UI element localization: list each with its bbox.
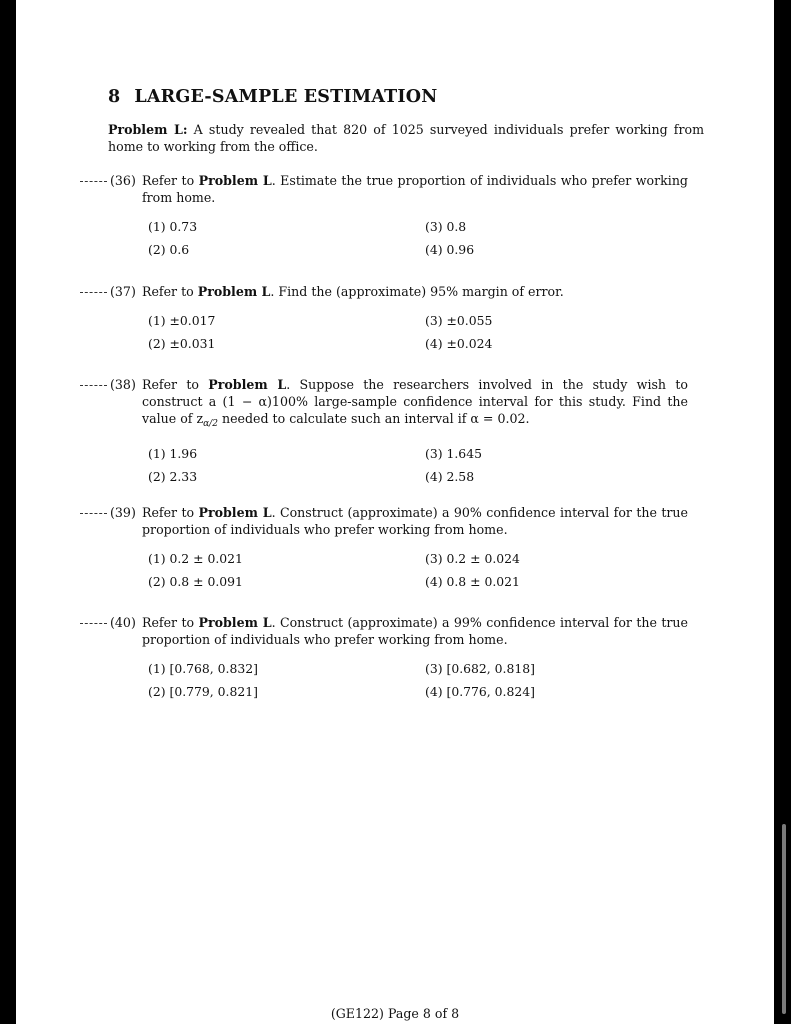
answer-blank[interactable] (80, 181, 107, 182)
option-1[interactable]: (1) 1.96 (148, 446, 198, 461)
option-4[interactable]: (4) 2.58 (425, 469, 475, 484)
stem-text: . Find the (approximate) 95% margin of error. (270, 284, 564, 299)
problem-reference: Problem L (198, 505, 272, 520)
question-number: (36) (110, 173, 136, 188)
question-number: (39) (110, 505, 136, 520)
page-footer: (GE122) Page 8 of 8 (330, 1006, 460, 1021)
option-1[interactable]: (1) 0.73 (148, 219, 198, 234)
question-37 (80, 283, 688, 352)
stem-text: Refer to (142, 505, 199, 520)
answer-blank[interactable] (80, 292, 107, 293)
question-number: (40) (110, 615, 136, 630)
options (80, 550, 688, 590)
stem-text: Refer to (142, 377, 209, 392)
problem-label: Problem L: (108, 122, 188, 137)
stem-text: Refer to (142, 173, 199, 188)
option-4[interactable]: (4) 0.8 ± 0.021 (425, 574, 520, 589)
scrollbar-thumb[interactable] (782, 824, 786, 1014)
answer-blank[interactable] (80, 385, 107, 386)
question-38 (80, 376, 688, 485)
option-2[interactable]: (2) 2.33 (148, 469, 198, 484)
stem-text: needed to calculate such an interval if α = 0.02. (217, 411, 530, 426)
options (80, 445, 688, 485)
question-stem (142, 614, 688, 648)
option-4[interactable]: (4) ±0.024 (425, 336, 493, 351)
option-1[interactable]: (1) [0.768, 0.832] (148, 661, 258, 676)
option-2[interactable]: (2) ±0.031 (148, 336, 216, 351)
problem-reference: Problem L (198, 615, 272, 630)
option-3[interactable]: (3) ±0.055 (425, 313, 493, 328)
problem-reference: Problem L (197, 284, 271, 299)
option-1[interactable]: (1) 0.2 ± 0.021 (148, 551, 243, 566)
option-3[interactable]: (3) [0.682, 0.818] (425, 661, 535, 676)
stem-text: Refer to (142, 284, 198, 299)
options (80, 660, 688, 700)
option-1[interactable]: (1) ±0.017 (148, 313, 216, 328)
z-subscript: α/2 (203, 419, 218, 429)
question-stem (142, 376, 688, 433)
question-39 (80, 504, 688, 590)
problem-text: A study revealed that 820 of 1025 surveyed individuals prefer working from home to working from the office. (108, 122, 705, 154)
question-number: (37) (110, 284, 136, 299)
question-number: (38) (110, 377, 136, 392)
section-heading (108, 87, 437, 107)
stem-text: . Construct (approximate) a 99% confidence interval for the true proportion of individuals who prefer working from home. (142, 615, 688, 647)
stem-text: Refer to (142, 615, 199, 630)
option-2[interactable]: (2) 0.6 (148, 242, 190, 257)
question-40 (80, 614, 688, 700)
question-stem (142, 283, 688, 300)
option-2[interactable]: (2) [0.779, 0.821] (148, 684, 258, 699)
option-3[interactable]: (3) 1.645 (425, 446, 482, 461)
option-4[interactable]: (4) 0.96 (425, 242, 475, 257)
option-3[interactable]: (3) 0.2 ± 0.024 (425, 551, 520, 566)
section-number: 8 (108, 87, 121, 107)
stem-text: . Construct (approximate) a 90% confidence interval for the true proportion of individuals who prefer working from home. (142, 505, 688, 537)
option-4[interactable]: (4) [0.776, 0.824] (425, 684, 535, 699)
problem-reference: Problem L (198, 173, 272, 188)
question-stem (142, 504, 688, 538)
document-page (16, 0, 774, 1024)
problem-reference: Problem L (208, 377, 287, 392)
problem-statement (108, 121, 704, 155)
options (80, 312, 688, 352)
section-title: LARGE-SAMPLE ESTIMATION (134, 87, 438, 107)
answer-blank[interactable] (80, 623, 107, 624)
stem-text: . Suppose the researchers involved in the study wish to construct a (1 − α)100% large-sample confidence interval for this study. Find the value of z (142, 377, 688, 426)
stem-text: . Estimate the true proportion of individuals who prefer working from home. (142, 173, 688, 205)
options (80, 218, 688, 258)
question-36 (80, 172, 688, 258)
option-3[interactable]: (3) 0.8 (425, 219, 467, 234)
answer-blank[interactable] (80, 513, 107, 514)
option-2[interactable]: (2) 0.8 ± 0.091 (148, 574, 243, 589)
question-stem (142, 172, 688, 206)
